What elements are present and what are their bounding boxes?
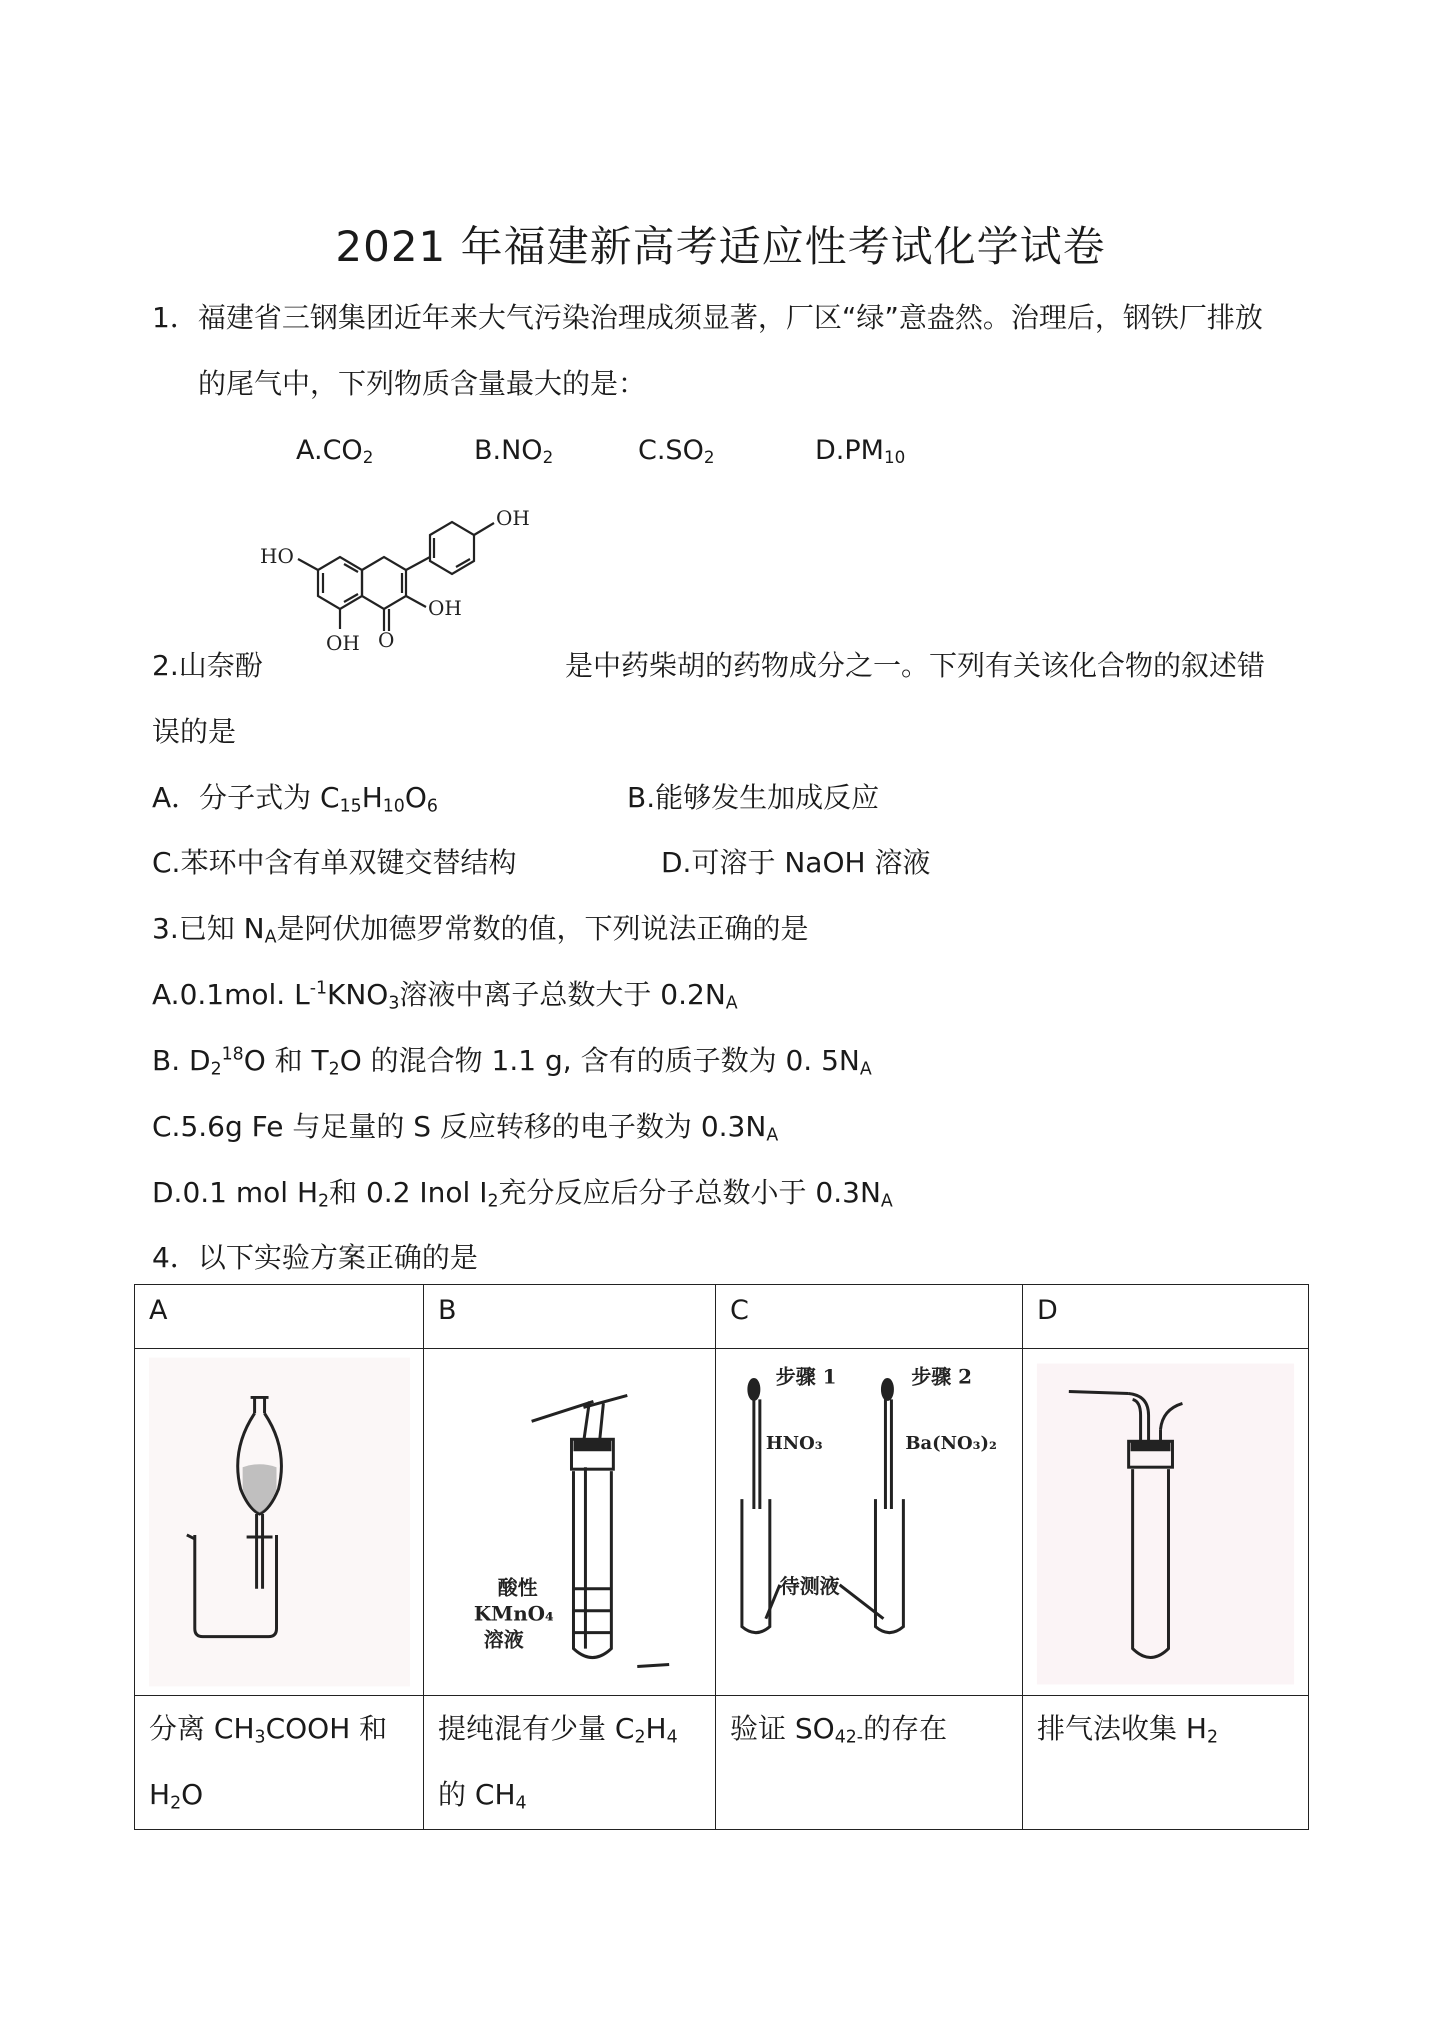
header-c: C [716, 1285, 1023, 1349]
q1-option-a: $A.CO_2$ [296, 435, 374, 468]
table-figure-row [135, 1349, 1309, 1696]
figure-cell-d [1023, 1349, 1309, 1696]
q2-option-c: C.苯环中含有单双键交替结构 [152, 846, 517, 879]
q1-option-c: $C.SO_2$ [638, 435, 715, 468]
q1-stem-line1: 1．福建省三钢集团近年来大气污染治理成须显著，厂区“绿”意盎然。治理后，钢铁厂排放 [152, 301, 1263, 334]
q3-option-c: C.5.6g Fe 与足量的 S 反应转移的电子数为 $0.3N_A$ [152, 1110, 779, 1146]
figure-cell-b [424, 1349, 716, 1696]
c-step1-label: 步骤 1 [775, 1364, 837, 1389]
b-label-kmno4: KMnO₄ [473, 1601, 554, 1626]
q2-option-b: B.能够发生加成反应 [627, 781, 880, 814]
q2-option-a: A．分子式为 $C_{15}H_{10}O_6$ [152, 781, 438, 817]
oh-top-label: OH [496, 506, 530, 530]
table-caption-row [135, 1696, 1309, 1830]
c-sample-label: 待测液 [779, 1573, 840, 1598]
q4-options-table [134, 1284, 1309, 1830]
caption-d: 排气法收集 $H_2$ [1023, 1696, 1309, 1830]
page-title: 2021 年福建新高考适应性考试化学试卷 [335, 222, 1106, 271]
gas-wash-tube-figure [424, 1349, 715, 1695]
header-b: B [424, 1285, 716, 1349]
gas-collection-tube-figure [1023, 1349, 1308, 1695]
two-step-test-figure [716, 1349, 1022, 1695]
b-label-solution: 溶液 [483, 1627, 524, 1652]
figure-cell-c [716, 1349, 1023, 1696]
q3-stem: 3.已知 $N_A$是阿伏加德罗常数的值，下列说法正确的是 [152, 912, 809, 948]
q1-option-b: $B.NO_2$ [474, 435, 554, 468]
table-header-row [135, 1285, 1309, 1349]
q2-stem-suffix: 是中药柴胡的药物成分之一。下列有关该化合物的叙述错 [565, 649, 1266, 682]
q2-option-d: D.可溶于 NaOH 溶液 [661, 846, 931, 879]
oh-right-label: OH [428, 596, 462, 620]
b-label-acidic: 酸性 [497, 1575, 538, 1600]
caption-a: 分离 $CH_3COOH$ 和 $H_2O$ [135, 1696, 424, 1830]
header-d: D [1023, 1285, 1309, 1349]
figure-cell-a [135, 1349, 424, 1696]
q4-stem: 4．以下实验方案正确的是 [152, 1241, 478, 1274]
c-step2-label: 步骤 2 [911, 1364, 973, 1389]
header-a: A [135, 1285, 424, 1349]
q2-stem-line2: 误的是 [152, 715, 237, 748]
c-reagent2-label: Ba(NO₃)₂ [905, 1433, 997, 1455]
o-bottom-label: O [378, 628, 395, 652]
ho-left-label: HO [260, 544, 294, 568]
q1-option-d: $D.PM_{10}$ [815, 435, 906, 468]
oh-bottom-label: OH [326, 631, 360, 655]
q3-option-d: D.0.1 mol $H_2$和 0.2 Inol $I_2$充分反应后分子总数小于 $0.3N_A$ [152, 1176, 893, 1212]
caption-c: 验证 $SO_{42-}$的存在 [716, 1696, 1023, 1830]
q3-option-a: A.0.1mol. $L^{-1}KNO_3$溶液中离子总数大于 $0.2N_A$ [152, 978, 738, 1014]
kaempferol-structure [258, 495, 568, 670]
q3-option-b: B. $D_2^{18}O$ 和 $T_2O$ 的混合物 1.1 g, 含有的质子数为 0. $5N_A$ [152, 1044, 872, 1080]
c-reagent1-label: HNO₃ [765, 1433, 823, 1455]
q1-stem-line2: 的尾气中，下列物质含量最大的是： [198, 367, 647, 400]
separatory-funnel-figure [135, 1349, 423, 1695]
caption-b: 提纯混有少量 $C_2H_4$的 $CH_4$ [424, 1696, 716, 1830]
q2-stem-prefix: 2.山奈酚 [152, 649, 263, 682]
